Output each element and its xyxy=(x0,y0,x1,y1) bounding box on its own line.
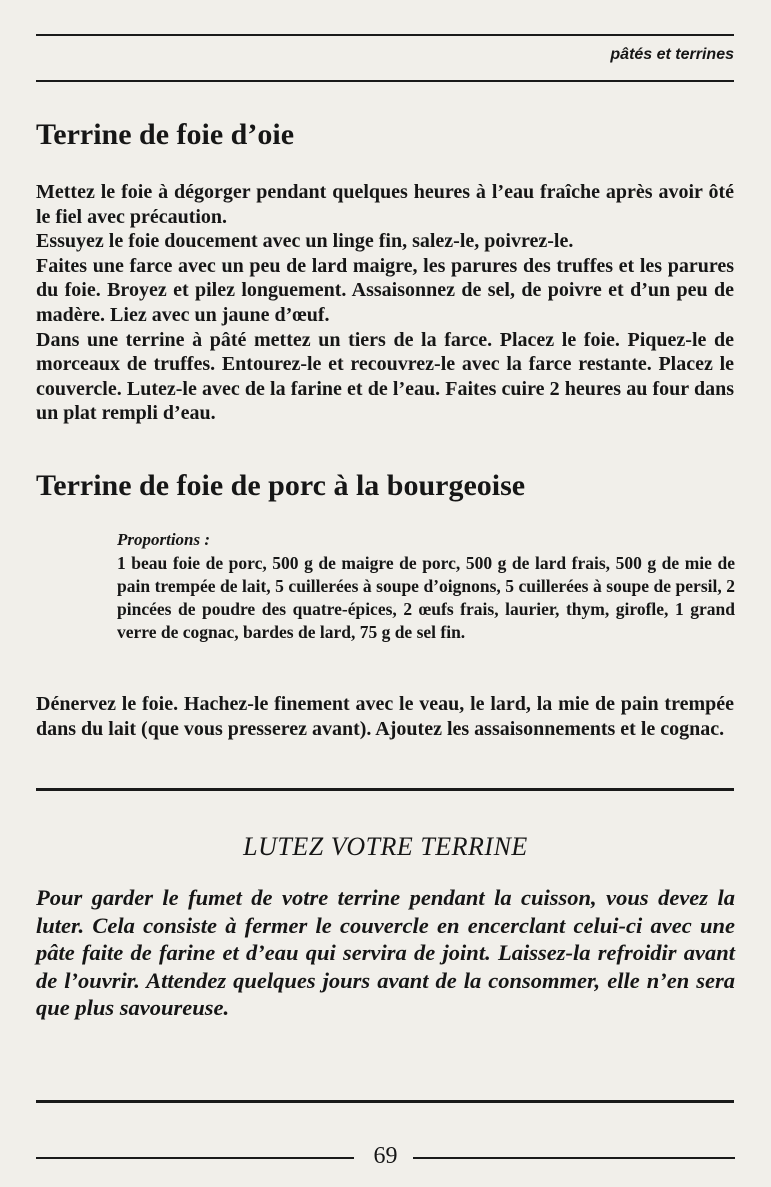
paragraph: Mettez le foie à dégorger pendant quelques heures à l’eau fraîche après avoir ôté le fiel avec précaution. xyxy=(36,181,734,228)
header-rule xyxy=(36,80,734,82)
page-number: 69 xyxy=(373,1143,398,1169)
tip-top-rule xyxy=(36,788,734,791)
tip-text: Pour garder le fumet de votre terrine pendant la cuisson, vous devez la luter. Cela consiste à fermer le couvercle en encerclant celui-ci avec une pâte faite de farine et d’eau qui servira de joint. Laissez-la refroidir avant de l’ouvrir. Attendez quelques jours avant de la consommer, elle n’en sera que plus savoureuse. xyxy=(36,885,735,1020)
paragraph: Dans une terrine à pâté mettez un tiers de la farce. Placez le foie. Piquez-le de morceaux de truffes. Entourez-le et recouvrez-le avec la farce restante. Placez le couvercle. Lutez-le avec de la farine et de l’eau. Faites cuire 2 heures au four dans un plat rempli d’eau. xyxy=(36,328,734,425)
proportions-text: 1 beau foie de porc, 500 g de maigre de porc, 500 g de lard frais, 500 g de mie de pain trempée de lait, 5 cuillerées à soupe d’oignons, 5 cuillerées à soupe de persil, 2 pincées de poudre des quatre-épices, 2 œufs frais, laurier, thym, girofle, 1 grand verre de cognac, bardes de lard, 75 g de sel fin. xyxy=(117,553,735,642)
paragraph: Essuyez le foie doucement avec un linge fin, salez-le, poivrez-le. xyxy=(36,230,574,253)
running-head: pâtés et terrines xyxy=(610,46,734,63)
recipe-title-foie-oie: Terrine de foie d’oie xyxy=(36,118,295,151)
tip-title: LUTEZ VOTRE TERRINE xyxy=(243,832,528,861)
proportions-label: Proportions : xyxy=(117,530,211,549)
recipe-title-foie-porc: Terrine de foie de porc à la bourgeoise xyxy=(36,469,526,502)
paragraph: Dénervez le foie. Hachez-le finement avec le veau, le lard, la mie de pain trempée dans du lait (que vous presserez avant). Ajoutez les assaisonnements et le cognac. xyxy=(36,693,734,740)
paragraph: Faites une farce avec un peu de lard maigre, les parures des truffes et les parures du foie. Broyez et pilez longuement. Assaisonnez de sel, de poivre et d’un peu de madère. Liez avec un jaune d’œuf. xyxy=(36,254,734,326)
page-number-rule-right xyxy=(413,1157,735,1159)
recipe-body-foie-porc xyxy=(36,692,734,741)
tip-bottom-rule xyxy=(36,1100,734,1103)
recipe-body-foie-oie xyxy=(36,180,734,426)
top-rule xyxy=(36,34,734,36)
